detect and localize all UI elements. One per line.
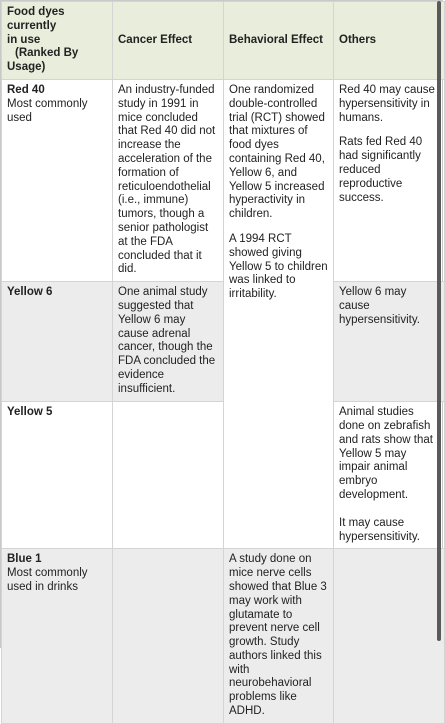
- others-cell-blue-1: [334, 549, 445, 724]
- food-dye-table: [1, 1, 445, 724]
- behavioral-cell-blue-1: A study done on mice nerve cells showed that Blue 3 may work with glutamate to prevent nerve cell growth. Study authors linked this with neurobehavioral problems like ADHD.: [224, 549, 334, 724]
- header-behavioral-effect: Behavioral Effect: [224, 2, 334, 80]
- cancer-cell-yellow-6: One animal study suggested that Yellow 6 may cause adrenal cancer, though the FDA concluded the evidence insufficient.: [113, 282, 224, 402]
- others-cell-yellow-6: Yellow 6 may cause hypersensitivity.: [334, 282, 445, 402]
- dye-cell-blue-1: [2, 549, 113, 724]
- cancer-cell-red-40: An industry-funded study in 1991 in mice concluded that Red 40 did not increase the acceleration of the formation of reticuloendothelial (i.e., immune) tumors, though a senior pathologist at the FDA concluded that it did.: [113, 79, 224, 281]
- cancer-cell-blue-1: [113, 549, 224, 724]
- table-row: [2, 402, 445, 549]
- header-food-dyes: [2, 2, 113, 80]
- header-food-dyes-line1: Food dyes currently: [7, 6, 65, 32]
- header-row: [2, 2, 445, 80]
- dye-cell-red-40: [2, 79, 113, 281]
- dye-note: Most commonly used in drinks: [7, 567, 88, 593]
- others-paragraph: Red 40 may cause hypersensitivity in humans.: [339, 83, 435, 124]
- behavioral-paragraph: One randomized double-controlled trial (RCT) showed that mixtures of food dyes containing Red 40, Yellow 6, and Yellow 5 increased hyperactivity in children.: [229, 83, 325, 221]
- behavioral-cell-red-40: [224, 79, 334, 548]
- others-paragraph: It may cause hypersensitivity.: [339, 516, 420, 543]
- dye-name: Yellow 5: [7, 406, 53, 419]
- behavioral-paragraph: A 1994 RCT showed giving Yellow 5 to children was linked to irritability.: [229, 232, 328, 301]
- others-cell-yellow-5: [334, 402, 445, 549]
- header-cancer-effect: Cancer Effect: [113, 2, 224, 80]
- dye-cell-yellow-5: [2, 402, 113, 549]
- dye-cell-yellow-6: [2, 282, 113, 402]
- table-row: [2, 79, 445, 281]
- cancer-cell-yellow-5: [113, 402, 224, 549]
- header-food-dyes-line3: (Ranked By Usage): [7, 47, 79, 74]
- header-food-dyes-line2: in use: [7, 33, 41, 46]
- dye-name: Yellow 6: [7, 286, 53, 299]
- dye-name: Blue 1: [7, 553, 42, 566]
- others-cell-red-40: [334, 79, 445, 281]
- others-paragraph: Rats fed Red 40 had significantly reduced reproductive success.: [339, 136, 423, 204]
- dye-name: Red 40: [7, 83, 45, 96]
- table-row: [2, 282, 445, 402]
- header-others: Others: [334, 2, 445, 80]
- table-row: [2, 549, 445, 724]
- others-paragraph: Animal studies done on zebrafish and rats show that Yellow 5 may impair animal embryo development.: [339, 406, 433, 501]
- dye-note: Most commonly used: [7, 97, 88, 124]
- vertical-scrollbar[interactable]: [437, 1, 441, 641]
